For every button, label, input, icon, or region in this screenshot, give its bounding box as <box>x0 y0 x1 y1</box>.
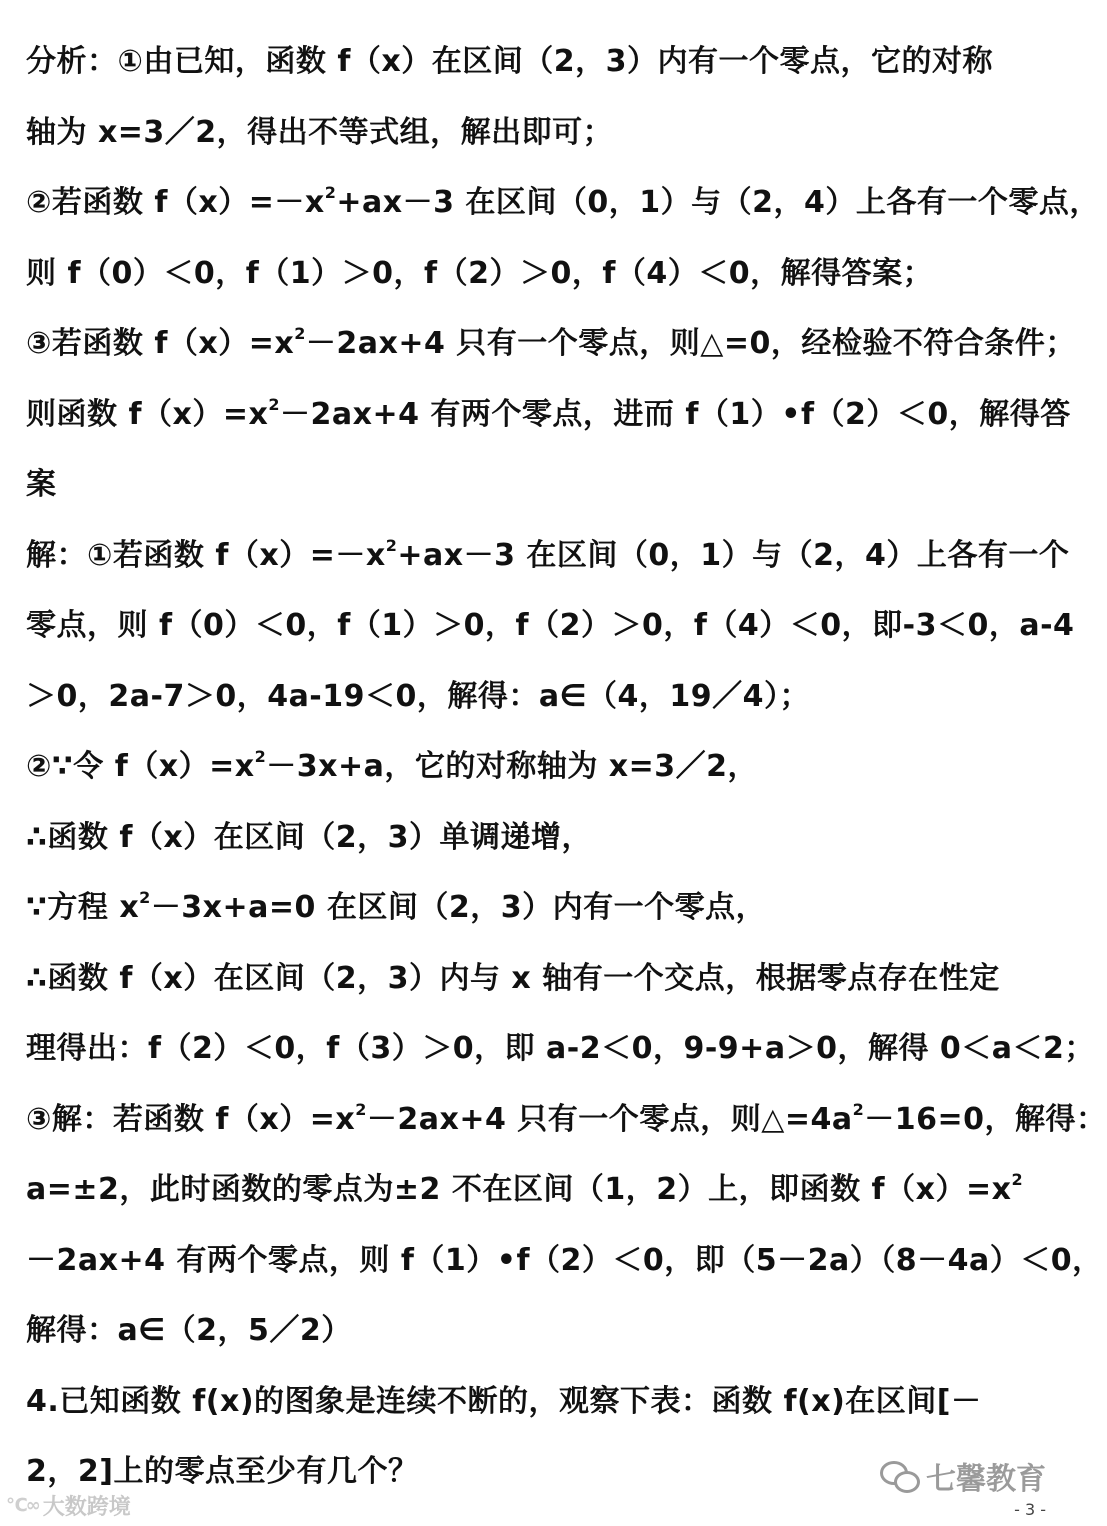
text-segment: －2ax+4 只有一个零点，则△=0，经检验不符合条件； <box>305 326 1076 361</box>
text-segment: ＞0，2a-7＞0，4a-19＜0，解得：a∈（4，19／4）； <box>26 678 811 714</box>
text-segment: ∵方程 x <box>26 890 140 925</box>
text-line <box>26 955 1060 1026</box>
text-segment: 分析：①由已知，函数 f（x）在区间（2，3）内有一个零点，它的对称 <box>26 44 993 79</box>
text-line <box>26 320 1076 391</box>
text-line <box>26 532 1070 603</box>
text-line <box>26 1025 1095 1096</box>
watermark-logo-icon: ℃∞ <box>6 1495 39 1516</box>
watermark-left-text: 大数跨境 <box>42 1495 131 1520</box>
text-line <box>26 602 1075 673</box>
text-segment: －3x+a=0 在区间（2，3）内有一个零点， <box>150 890 767 925</box>
text-segment: 解：①若函数 f（x）=－x <box>26 537 386 573</box>
superscript: 2 <box>852 1099 865 1119</box>
document-body <box>26 38 1107 1519</box>
text-segment: 案 <box>26 467 57 502</box>
superscript: 2 <box>139 888 151 907</box>
text-line <box>26 1096 1107 1167</box>
superscript: 2 <box>1011 1170 1024 1189</box>
text-segment: +ax－3 在区间（0，1）与（2，4）上各有一个 <box>397 537 1070 573</box>
wechat-icon <box>880 1459 920 1493</box>
watermark-right <box>880 1454 1046 1498</box>
text-segment: ∴函数 f（x）在区间（2，3）单调递增， <box>26 819 592 855</box>
text-line <box>26 1307 1060 1378</box>
text-line <box>26 673 1060 744</box>
text-line <box>26 814 1060 885</box>
text-line <box>26 1378 1060 1449</box>
text-line <box>26 38 1060 109</box>
text-segment: ③若函数 f（x）=x <box>26 326 295 361</box>
text-segment: 解得：a∈（2，5／2） <box>26 1313 352 1348</box>
watermark-right-text: 七馨教育 <box>926 1462 1046 1497</box>
superscript: 2 <box>254 747 267 766</box>
text-segment: －2ax+4 有两个零点，进而 f（1）•f（2）＜0，解得答 <box>279 396 1071 432</box>
text-segment: －2ax+4 只有一个零点，则△=4a <box>366 1101 853 1137</box>
text-segment: ②∵令 f（x）=x <box>26 749 255 784</box>
text-segment: 零点，则 f（0）＜0，f（1）＞0，f（2）＞0，f（4）＜0，即-3＜0，a-4 <box>26 608 1075 643</box>
text-segment: －2ax+4 有两个零点，则 f（1）•f（2）＜0，即（5－2a）（8－4a）＜0， <box>26 1242 1103 1278</box>
superscript: 2 <box>355 1099 367 1119</box>
text-line <box>26 461 1060 532</box>
text-segment: －3x+a，它的对称轴为 x=3／2， <box>266 749 759 784</box>
text-segment: 轴为 x=3／2，得出不等式组，解出即可； <box>26 114 614 150</box>
superscript: 2 <box>268 394 280 414</box>
text-line <box>26 109 1060 180</box>
text-segment: a=±2，此时函数的零点为±2 不在区间（1，2）上，即函数 f（x）=x <box>26 1172 1012 1207</box>
text-line <box>26 1166 1060 1237</box>
superscript: 2 <box>385 535 398 555</box>
watermark-left <box>6 1490 131 1521</box>
text-segment: 理得出：f（2）＜0，f（3）＞0，即 a-2＜0，9-9+a＞0，解得 0＜a＜2； <box>26 1031 1095 1066</box>
text-line <box>26 743 1060 814</box>
text-segment: +ax－3 在区间（0，1）与（2，4）上各有一个零点， <box>336 185 1100 220</box>
text-line <box>26 391 1071 462</box>
text-segment: 4.已知函数 f(x)的图象是连续不断的，观察下表：函数 f(x)在区间[－ <box>26 1383 982 1419</box>
page-number: - 3 - <box>1014 1500 1046 1519</box>
superscript: 2 <box>294 324 306 343</box>
text-line <box>26 884 1060 955</box>
text-segment: ∴函数 f（x）在区间（2，3）内与 x 轴有一个交点，根据零点存在性定 <box>26 960 1000 996</box>
text-segment: 则函数 f（x）=x <box>26 396 269 432</box>
text-segment: －16=0，解得： <box>864 1101 1107 1137</box>
superscript: 2 <box>324 183 337 202</box>
text-segment: ②若函数 f（x）=－x <box>26 185 325 220</box>
text-segment: 则 f（0）＜0，f（1）＞0，f（2）＞0，f（4）＜0，解得答案； <box>26 255 934 291</box>
text-line <box>26 1237 1103 1308</box>
text-segment: ③解：若函数 f（x）=x <box>26 1101 356 1137</box>
text-line <box>26 179 1100 250</box>
text-line <box>26 250 1060 321</box>
text-segment: 2，2]上的零点至少有几个？ <box>26 1454 419 1489</box>
